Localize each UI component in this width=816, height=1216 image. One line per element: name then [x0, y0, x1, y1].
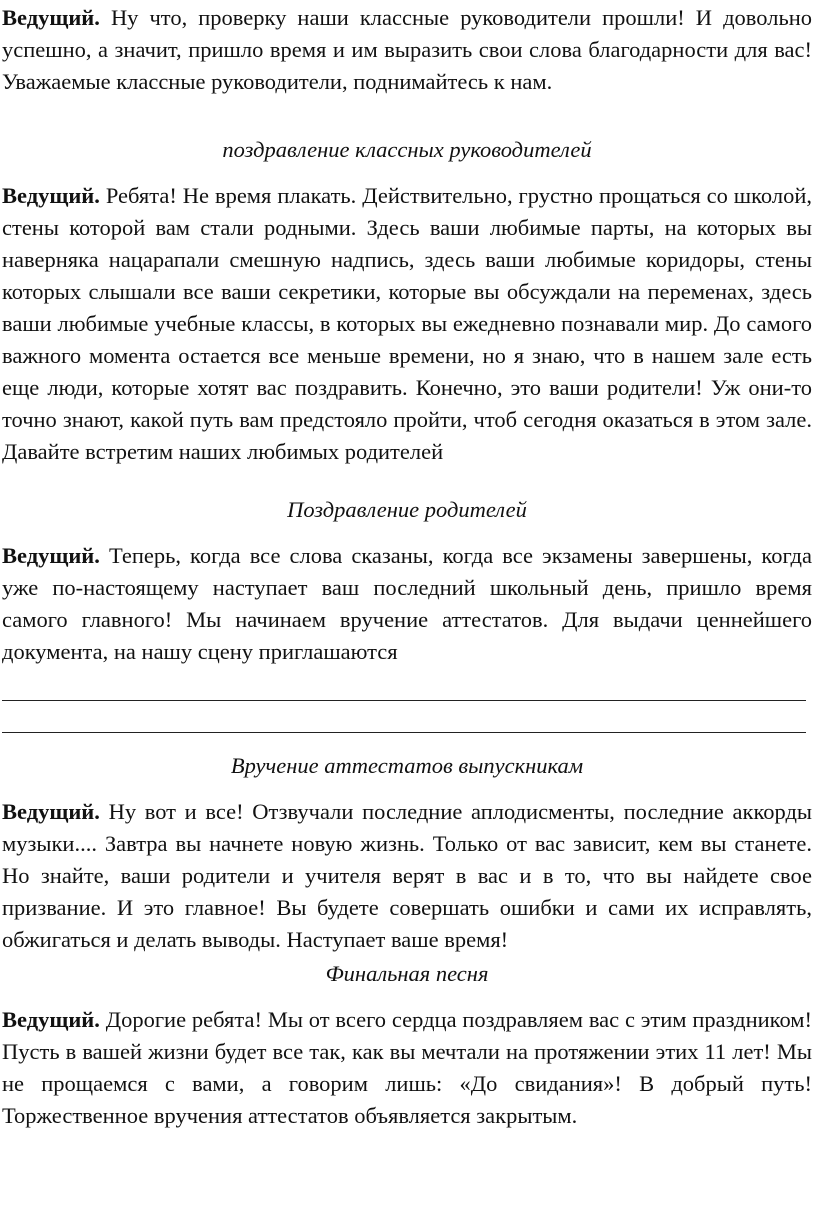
stage-direction-text: Финальная песня	[325, 961, 489, 986]
blank-line-2	[2, 732, 806, 733]
paragraph-text: Ребята! Не время плакать. Действительно, грустно прощаться со школой, стены которой вам стали родными. Здесь ваши любимые парты, на которых вы наверняка нацарапали смешную надпись, здесь ваши любимые коридоры, стены которых слышали все ваши секретики, которые вы обсуждали на переменах, здесь ваши любимые учебные классы, в которых вы ежедневно познавали мир. До самого важного момента остается все меньше времени, но я знаю, что в нашем зале есть еще люди, которые хотят вас поздравить. Конечно, это ваши родители! Уж они-то точно знают, какой путь вам предстояло пройти, чтоб сегодня оказаться в этом зале. Давайте встретим наших любимых родителей	[2, 183, 813, 464]
host-paragraph-4	[2, 796, 812, 956]
speaker-label: Ведущий.	[2, 5, 100, 30]
stage-direction-1	[2, 134, 812, 166]
paragraph-text: Дорогие ребята! Мы от всего сердца поздравляем вас с этим праздником! Пусть в вашей жизни будет все так, как вы мечтали на протяжении этих 11 лет! Мы не прощаемся с вами, а говорим лишь: «До свидания»! В добрый путь! Торжественное вручения аттестатов объявляется закрытым.	[2, 1007, 813, 1128]
speaker-label: Ведущий.	[2, 1007, 100, 1032]
stage-direction-text: Поздравление родителей	[287, 497, 527, 522]
paragraph-text: Ну вот и все! Отзвучали последние аплодисменты, последние аккорды музыки.... Завтра вы начнете новую жизнь. Только от вас зависит, кем вы станете. Но знайте, ваши родители и учителя верят в вас и в то, что вы найдете свое призвание. И это главное! Вы будете совершать ошибки и сами их исправлять, обжигаться и делать выводы. Наступает ваше время!	[2, 799, 813, 952]
host-paragraph-5	[2, 1004, 812, 1132]
speaker-label: Ведущий.	[2, 183, 100, 208]
stage-direction-4	[2, 958, 812, 990]
host-paragraph-1	[2, 2, 812, 98]
paragraph-text: Ну что, проверку наши классные руководители прошли! И довольно успешно, а значит, пришло время и им выразить свои слова благодарности для вас! Уважаемые классные руководители, поднимайтесь к нам.	[2, 5, 812, 94]
speaker-label: Ведущий.	[2, 543, 100, 568]
stage-direction-2	[2, 494, 812, 526]
stage-direction-3	[2, 750, 812, 782]
speaker-label: Ведущий.	[2, 799, 100, 824]
stage-direction-text: Вручение аттестатов выпускникам	[230, 753, 584, 778]
host-paragraph-3	[2, 540, 812, 668]
host-paragraph-2	[2, 180, 812, 468]
paragraph-text: Теперь, когда все слова сказаны, когда все экзамены завершены, когда уже по-настоящему наступает ваш последний школьный день, пришло время самого главного! Мы начинаем вручение аттестатов. Для выдачи ценнейшего документа, на нашу сцену приглашаются	[2, 543, 812, 664]
stage-direction-text: поздравление классных руководителей	[222, 137, 592, 162]
blank-line-1	[2, 700, 806, 701]
